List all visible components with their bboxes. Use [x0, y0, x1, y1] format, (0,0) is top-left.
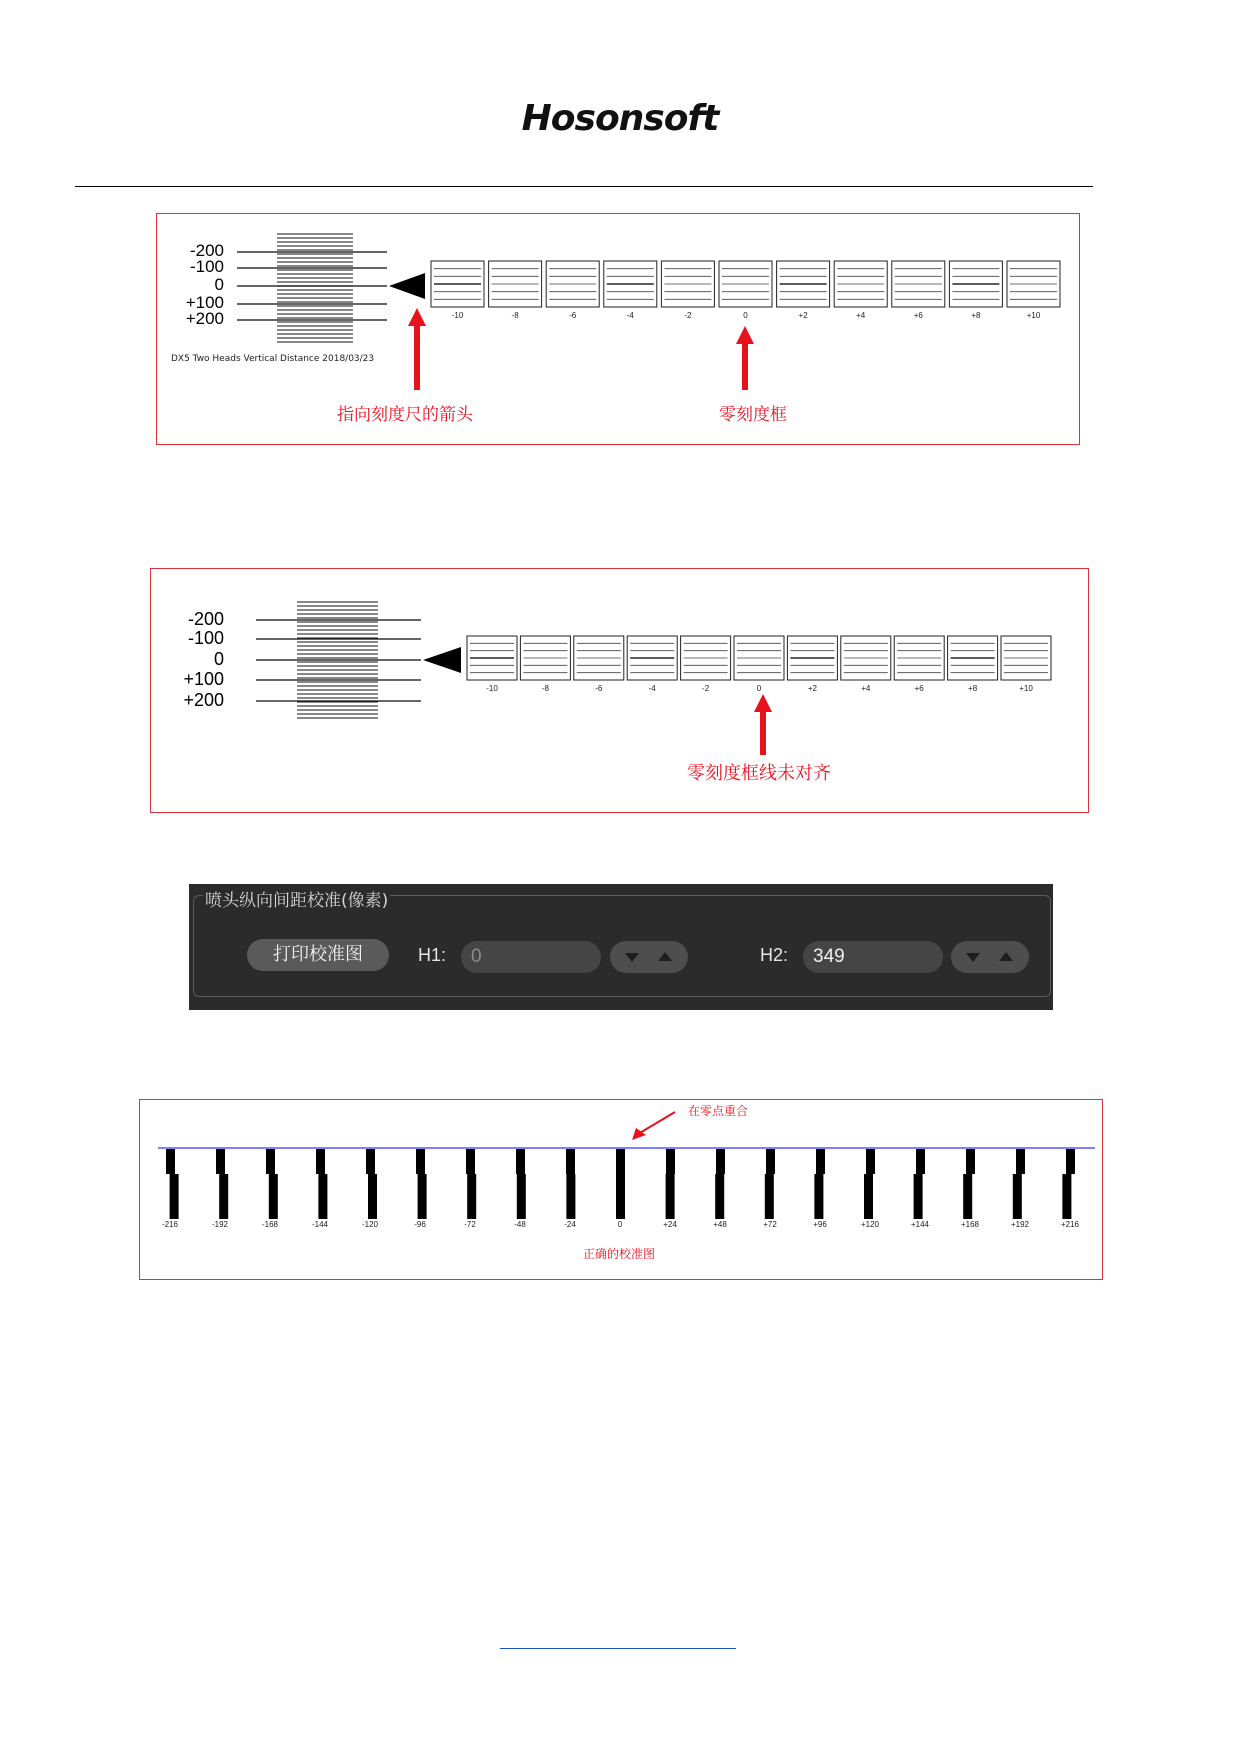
footer-link-underline[interactable] — [500, 1648, 736, 1649]
tick-label: +96 — [813, 1220, 827, 1229]
tick-label: -4 — [626, 311, 634, 320]
h1-label: H1: — [418, 945, 447, 965]
calibration-group-title: 喷头纵向间距校准(像素) — [203, 886, 390, 911]
calibration-bar-upper — [516, 1149, 525, 1174]
calibration-bar-upper — [1066, 1149, 1075, 1174]
chevron-down-icon[interactable] — [625, 953, 639, 962]
calibration-bar-upper — [366, 1149, 375, 1174]
h1-input[interactable]: 0 — [461, 941, 601, 973]
red-arrow-shaft — [760, 708, 766, 755]
calibration-bar-upper — [216, 1149, 225, 1174]
tick-label: +192 — [1010, 1220, 1030, 1229]
red-arrowhead — [408, 308, 426, 326]
tick-label: -96 — [414, 1220, 426, 1229]
tick-label: +24 — [663, 1220, 677, 1229]
h2-input[interactable]: 349 — [803, 941, 943, 973]
tick-label: -24 — [564, 1220, 576, 1229]
calibration-bar-lower — [666, 1174, 675, 1219]
scale-label: -100 — [189, 257, 224, 276]
print-calibration-button[interactable]: 打印校准图 — [247, 939, 389, 971]
tick-label: +72 — [763, 1220, 777, 1229]
calibration-bar-upper — [816, 1149, 825, 1174]
figure-3-caption: 正确的校准图 — [583, 1247, 656, 1261]
tick-label: +10 — [1019, 684, 1033, 693]
scale-label: +200 — [185, 309, 224, 328]
calibration-bar-lower — [467, 1174, 476, 1219]
tick-label: +10 — [1026, 311, 1041, 320]
calibration-bar-lower — [170, 1174, 179, 1219]
calibration-bar-lower — [566, 1174, 575, 1219]
figure-3-annotation: 在零点重合 — [688, 1104, 749, 1118]
calibration-bar-upper — [1016, 1149, 1025, 1174]
calibration-bar-lower — [914, 1174, 923, 1219]
calibration-bar-upper — [966, 1149, 975, 1174]
tick-label: +8 — [968, 684, 978, 693]
tick-label: +168 — [960, 1220, 980, 1229]
calibration-bar-upper — [316, 1149, 325, 1174]
tick-label: 0 — [756, 684, 762, 693]
tick-label: +8 — [971, 311, 981, 320]
scale-label: +100 — [185, 293, 224, 312]
calibration-bar-lower — [765, 1174, 774, 1219]
calibration-bar-lower — [318, 1174, 327, 1219]
chevron-down-icon[interactable] — [966, 953, 980, 962]
figure-1-graphic — [157, 214, 1078, 443]
calibration-bar-lower — [418, 1174, 427, 1219]
calibration-bar-upper — [716, 1149, 725, 1174]
figure-1-panel — [156, 213, 1080, 445]
calibration-bar-lower — [715, 1174, 724, 1219]
scale-label: +200 — [183, 690, 224, 710]
h1-stepper[interactable] — [610, 941, 688, 973]
red-arrow-shaft — [414, 322, 420, 390]
calibration-bar-upper — [766, 1149, 775, 1174]
pointer-arrowhead — [389, 273, 425, 299]
scale-label: -200 — [187, 609, 224, 629]
chevron-up-icon[interactable] — [658, 952, 672, 961]
scale-label: -100 — [187, 628, 224, 648]
figure-2-panel — [150, 568, 1089, 813]
scale-label: 0 — [213, 649, 224, 669]
chevron-up-icon[interactable] — [999, 952, 1013, 961]
calibration-bar-upper — [266, 1149, 275, 1174]
tick-label: +6 — [913, 311, 923, 320]
tick-label: -48 — [514, 1220, 526, 1229]
red-arrowhead — [736, 326, 754, 344]
tick-label: +48 — [713, 1220, 727, 1229]
calibration-bar-upper — [566, 1149, 575, 1174]
tick-label: -168 — [261, 1220, 278, 1229]
tick-label: +4 — [856, 311, 866, 320]
h2-stepper[interactable] — [951, 941, 1029, 973]
tick-label: 0 — [743, 311, 748, 320]
tick-label: +144 — [910, 1220, 930, 1229]
calibration-bar-lower — [963, 1174, 972, 1219]
tick-label: -192 — [211, 1220, 228, 1229]
figure-2-graphic — [151, 569, 1087, 811]
scale-label: 0 — [214, 275, 224, 294]
header-divider — [75, 186, 1093, 187]
tick-label: +2 — [798, 311, 808, 320]
scale-label: -200 — [189, 241, 224, 260]
figure-1-caption: DX5 Two Heads Vertical Distance 2018/03/23 — [171, 354, 375, 364]
tick-label: -120 — [361, 1220, 378, 1229]
tick-label: -8 — [511, 311, 519, 320]
tick-label: -4 — [648, 684, 656, 693]
brand-logo: Hosonsoft — [521, 98, 719, 139]
calibration-bar-lower — [814, 1174, 823, 1219]
tick-label: -72 — [464, 1220, 476, 1229]
calibration-bar-lower — [219, 1174, 228, 1219]
calibration-bar-lower — [1062, 1174, 1071, 1219]
pointer-arrowhead — [423, 647, 461, 673]
calibration-bar-upper — [666, 1149, 675, 1174]
tick-label: +4 — [861, 684, 871, 693]
tick-label: -2 — [684, 311, 692, 320]
figure-1-zero-note: 零刻度框 — [719, 405, 787, 425]
calibration-bar-lower — [269, 1174, 278, 1219]
tick-label: -144 — [311, 1220, 328, 1229]
tick-label: +216 — [1060, 1220, 1080, 1229]
tick-label: 0 — [617, 1220, 623, 1229]
red-arrow-shaft — [742, 340, 748, 390]
calibration-bar-upper — [916, 1149, 925, 1174]
tick-label: +6 — [914, 684, 924, 693]
tick-label: -216 — [161, 1220, 178, 1229]
calibration-bar-lower — [517, 1174, 526, 1219]
figure-2-zero-note: 零刻度框线未对齐 — [687, 763, 831, 784]
tick-label: -2 — [702, 684, 710, 693]
figure-1-arrow-note: 指向刻度尺的箭头 — [337, 405, 473, 425]
red-arrowhead — [754, 694, 772, 712]
figure-3-panel — [139, 1099, 1103, 1280]
scale-label: +100 — [183, 669, 224, 689]
calibration-bar-lower — [864, 1174, 873, 1219]
h2-label: H2: — [760, 945, 789, 965]
tick-label: +2 — [807, 684, 817, 693]
tick-label: +120 — [860, 1220, 880, 1229]
tick-label: -8 — [541, 684, 549, 693]
calibration-bar-upper — [866, 1149, 875, 1174]
tick-label: -6 — [595, 684, 603, 693]
calibration-bar-zero — [618, 1149, 622, 1219]
calibration-bar-lower — [368, 1174, 377, 1219]
calibration-bar-upper — [416, 1149, 425, 1174]
red-arrow-shaft — [638, 1112, 675, 1134]
tick-label: -6 — [569, 311, 577, 320]
calibration-bar-lower — [1013, 1174, 1022, 1219]
tick-label: -10 — [451, 311, 464, 320]
calibration-bar-upper — [466, 1149, 475, 1174]
calibration-bar-upper — [166, 1149, 175, 1174]
tick-label: -10 — [486, 684, 498, 693]
